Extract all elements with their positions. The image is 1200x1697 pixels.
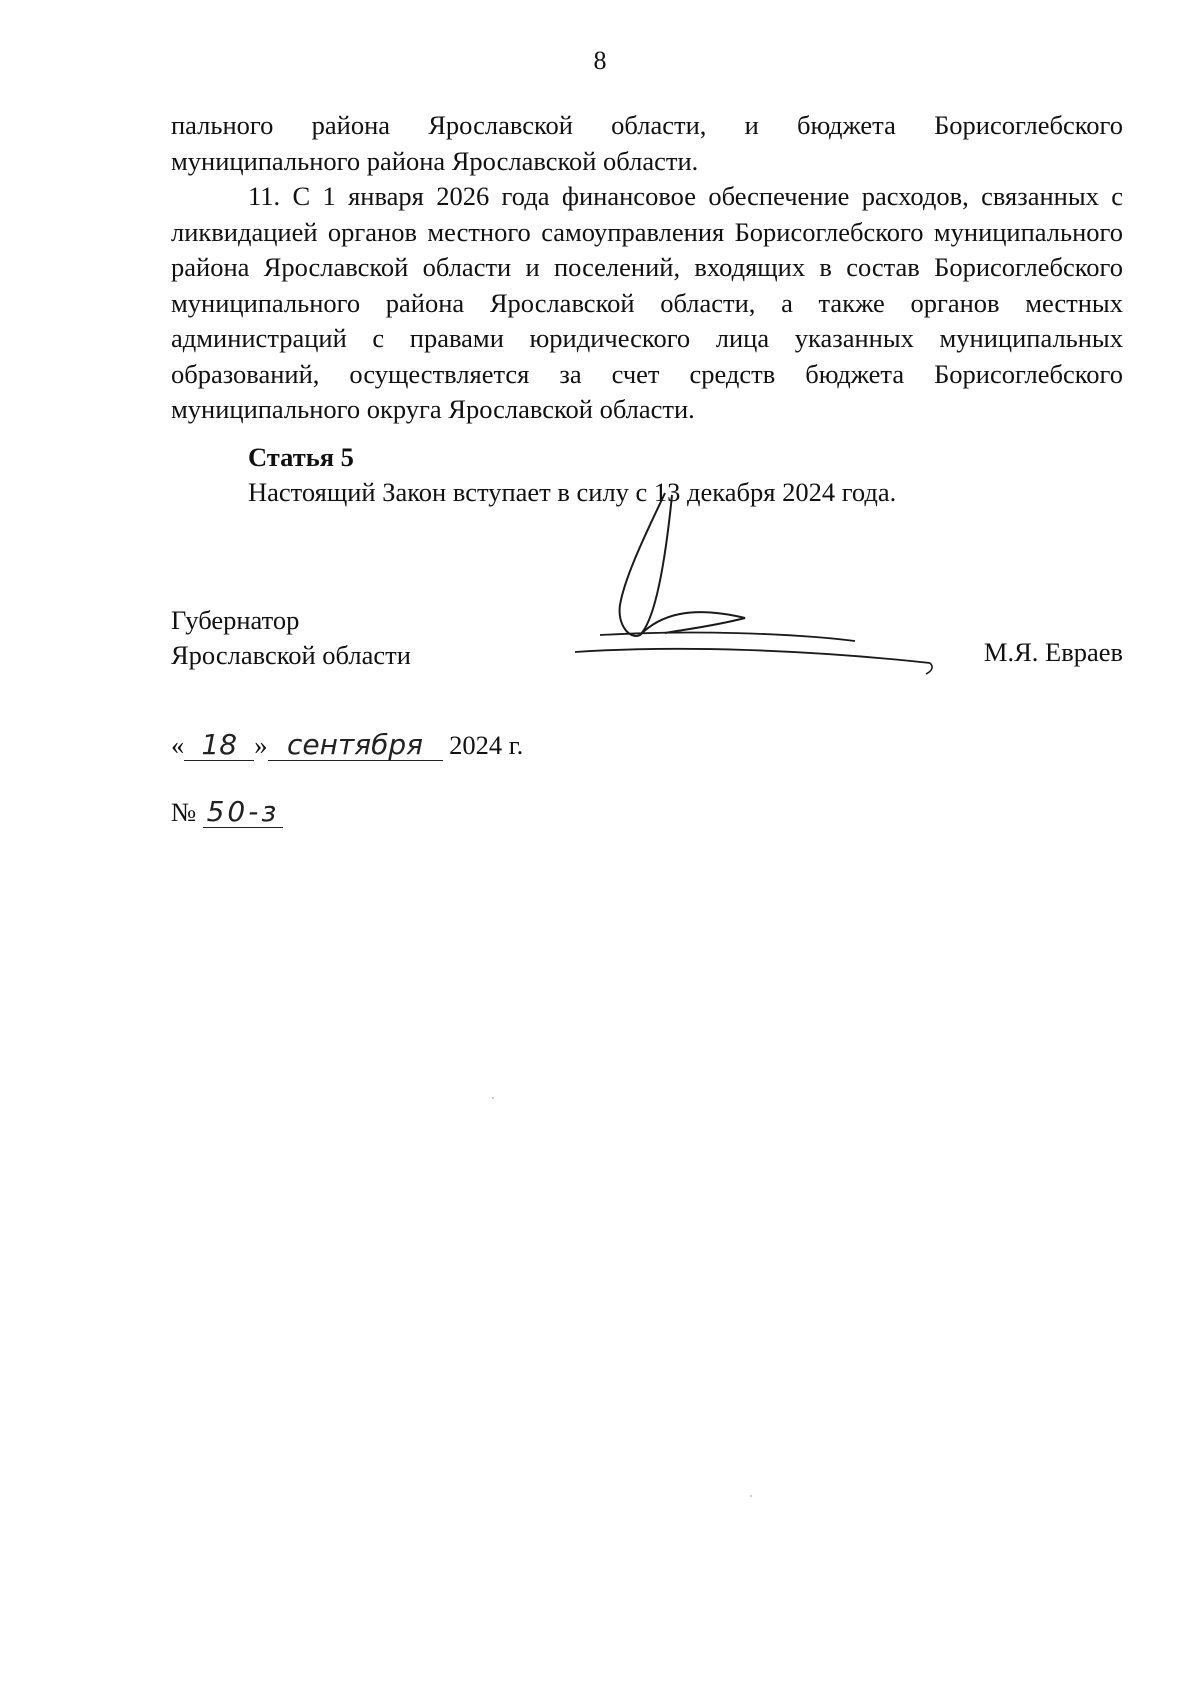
handwritten-signature <box>570 485 950 725</box>
law-number-prefix: № <box>171 797 197 827</box>
governor-region: Ярославской области <box>171 640 411 670</box>
date-open-quote: « <box>171 730 185 760</box>
article-title: Статья 5 <box>248 442 354 472</box>
governor-name: М.Я. Евраев <box>983 637 1123 667</box>
date-month: сентября <box>268 730 443 761</box>
date-day: 18 <box>184 730 254 761</box>
law-number <box>171 797 283 828</box>
signing-date <box>171 730 523 761</box>
main-text <box>171 108 1123 428</box>
law-number-value: 50-з <box>203 797 283 828</box>
date-close-quote: » <box>254 730 268 760</box>
date-year: 2024 г. <box>449 730 524 760</box>
paragraph-continuation: пального района Ярославской области, и бюджета Борисоглебского муниципального района Ярославской области. <box>171 110 1123 176</box>
governor-position: Губернатор <box>171 605 300 635</box>
article-text: Настоящий Закон вступает в силу с 13 декабря 2024 года. <box>248 477 897 507</box>
page-number: 8 <box>593 46 607 75</box>
paragraph-item-11: 11. С 1 января 2026 года финансовое обеспечение расходов, связанных с ликвидацией органов местного самоуправления Борисоглебского муниципального района Ярославской области и поселений, входящих в состав Борисоглебского муниципального района Ярославской области, а также органов местных администраций с правами юридического лица указанных муниципальных образований, осуществляется за счет средств бюджета Борисоглебского муниципального округа Ярославской области. <box>171 181 1123 424</box>
signature-block <box>171 603 411 673</box>
